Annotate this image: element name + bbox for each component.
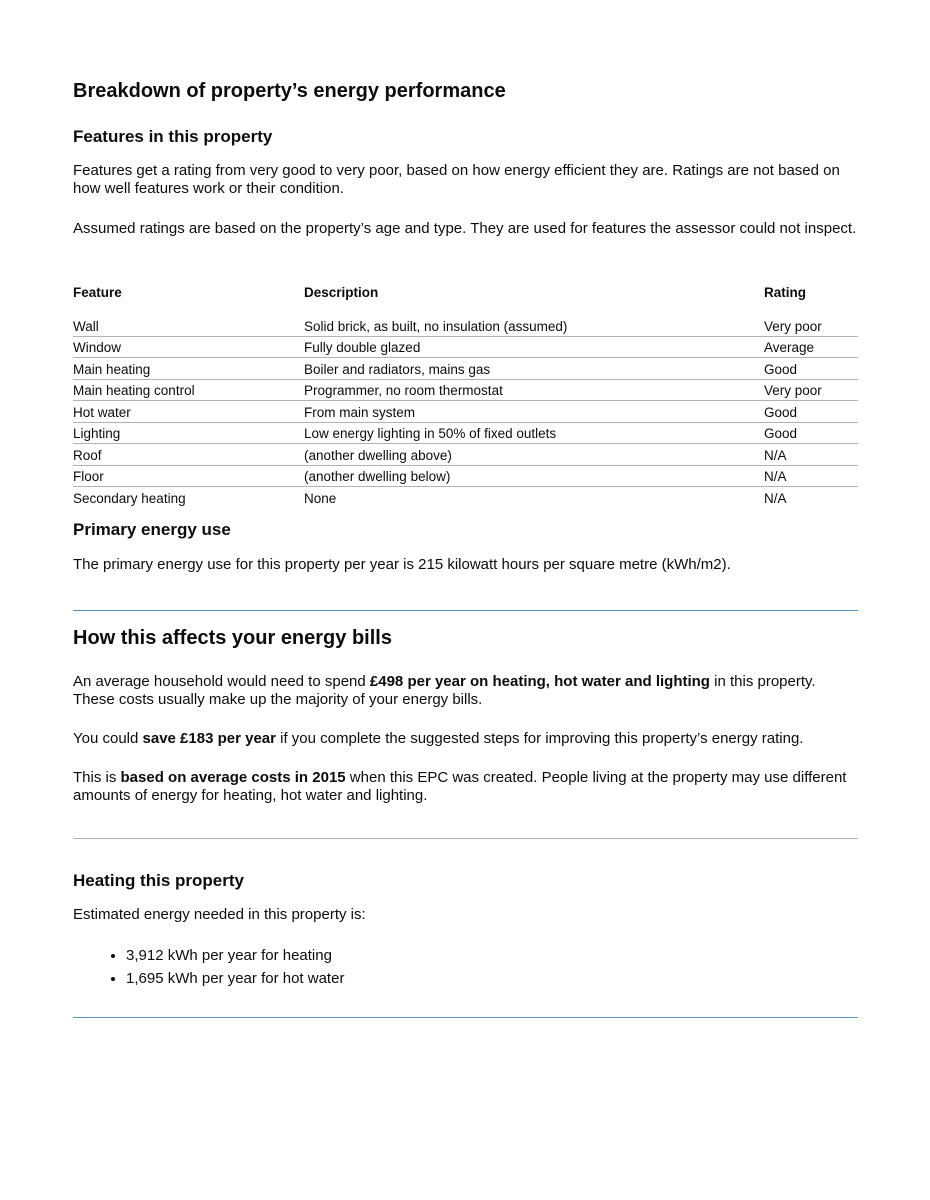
features-table-header <box>73 285 858 315</box>
table-row <box>73 358 858 380</box>
feature-cell: Lighting <box>73 426 121 441</box>
section-divider-minor <box>73 838 858 839</box>
bills-p3-text: This is <box>73 769 121 786</box>
heating-estimates-list <box>73 944 344 990</box>
feature-cell: Window <box>73 340 122 355</box>
rating-cell: Very poor <box>764 318 822 334</box>
bills-paragraph-2 <box>73 730 858 748</box>
feature-cell: Wall <box>73 318 99 334</box>
features-intro-2: Assumed ratings are based on the property’s age and type. They are used for features the assessor could not inspect. <box>73 220 857 237</box>
feature-cell: Roof <box>73 447 102 463</box>
column-header-rating: Rating <box>764 285 806 300</box>
rating-cell: N/A <box>764 447 787 463</box>
column-header-description: Description <box>304 285 379 300</box>
bills-p3-bold: based on average costs in 2015 <box>120 769 346 786</box>
rating-cell: Average <box>764 340 815 355</box>
heating-heading: Heating this property <box>73 871 244 890</box>
rating-cell: Good <box>764 404 798 420</box>
description-cell: Programmer, no room thermostat <box>304 383 503 398</box>
table-row <box>73 487 858 508</box>
description-cell: Solid brick, as built, no insulation (assumed) <box>304 318 568 334</box>
rating-cell: Very poor <box>764 383 822 398</box>
bills-paragraph-1 <box>73 673 858 709</box>
bills-paragraph-3 <box>73 769 858 805</box>
bills-p3-text-end: when this EPC was created. People living at the property may use different amounts of energy for heating, hot water and lighting. <box>73 769 847 804</box>
bills-p1-text: An average household would need to spend <box>73 673 370 690</box>
section-divider <box>73 1017 858 1018</box>
description-cell: Boiler and radiators, mains gas <box>304 361 491 377</box>
heating-intro: Estimated energy needed in this property is: <box>73 906 366 923</box>
table-row <box>73 315 858 336</box>
list-item: • 1,695 kWh per year for hot water <box>126 967 344 990</box>
table-row <box>73 422 858 444</box>
description-cell: Low energy lighting in 50% of fixed outlets <box>304 426 557 441</box>
feature-cell: Floor <box>73 469 104 484</box>
breakdown-title: Breakdown of property’s energy performance <box>73 80 506 102</box>
description-cell: From main system <box>304 404 416 420</box>
bills-p2-text-end: if you complete the suggested steps for improving this property’s energy rating. <box>275 730 804 747</box>
bills-p2-text: You could <box>73 730 143 747</box>
description-cell: Fully double glazed <box>304 340 421 355</box>
description-cell: None <box>304 490 337 506</box>
bills-p1-text-end: in this property. These costs usually make up the majority of your energy bills. <box>73 673 816 708</box>
list-item: • 3,912 kWh per year for heating <box>126 944 344 967</box>
rating-cell: N/A <box>764 469 787 484</box>
bills-p1-bold: £498 per year on heating, hot water and lighting <box>369 673 710 690</box>
rating-cell: N/A <box>764 490 787 506</box>
rating-cell: Good <box>764 426 798 441</box>
rating-cell: Good <box>764 361 798 377</box>
feature-cell: Secondary heating <box>73 490 186 506</box>
features-intro-1: Features get a rating from very good to very poor, based on how energy efficient they are. Ratings are not based on how well features work or their condition. <box>73 162 840 197</box>
features-table <box>73 285 858 508</box>
section-divider <box>73 610 858 611</box>
table-row <box>73 401 858 423</box>
primary-energy-heading: Primary energy use <box>73 520 231 539</box>
primary-energy-text: The primary energy use for this property per year is 215 kilowatt hours per square metre (kWh/m2). <box>73 556 731 573</box>
description-cell: (another dwelling below) <box>304 469 451 484</box>
table-row <box>73 379 858 401</box>
features-heading: Features in this property <box>73 127 273 146</box>
bills-p2-bold: save £183 per year <box>142 730 276 747</box>
feature-cell: Main heating control <box>73 383 195 398</box>
table-row <box>73 336 858 358</box>
description-cell: (another dwelling above) <box>304 447 452 463</box>
feature-cell: Hot water <box>73 404 131 420</box>
feature-cell: Main heating <box>73 361 151 377</box>
bills-title: How this affects your energy bills <box>73 627 392 649</box>
column-header-feature: Feature <box>73 285 122 300</box>
table-row <box>73 444 858 466</box>
table-row <box>73 465 858 487</box>
